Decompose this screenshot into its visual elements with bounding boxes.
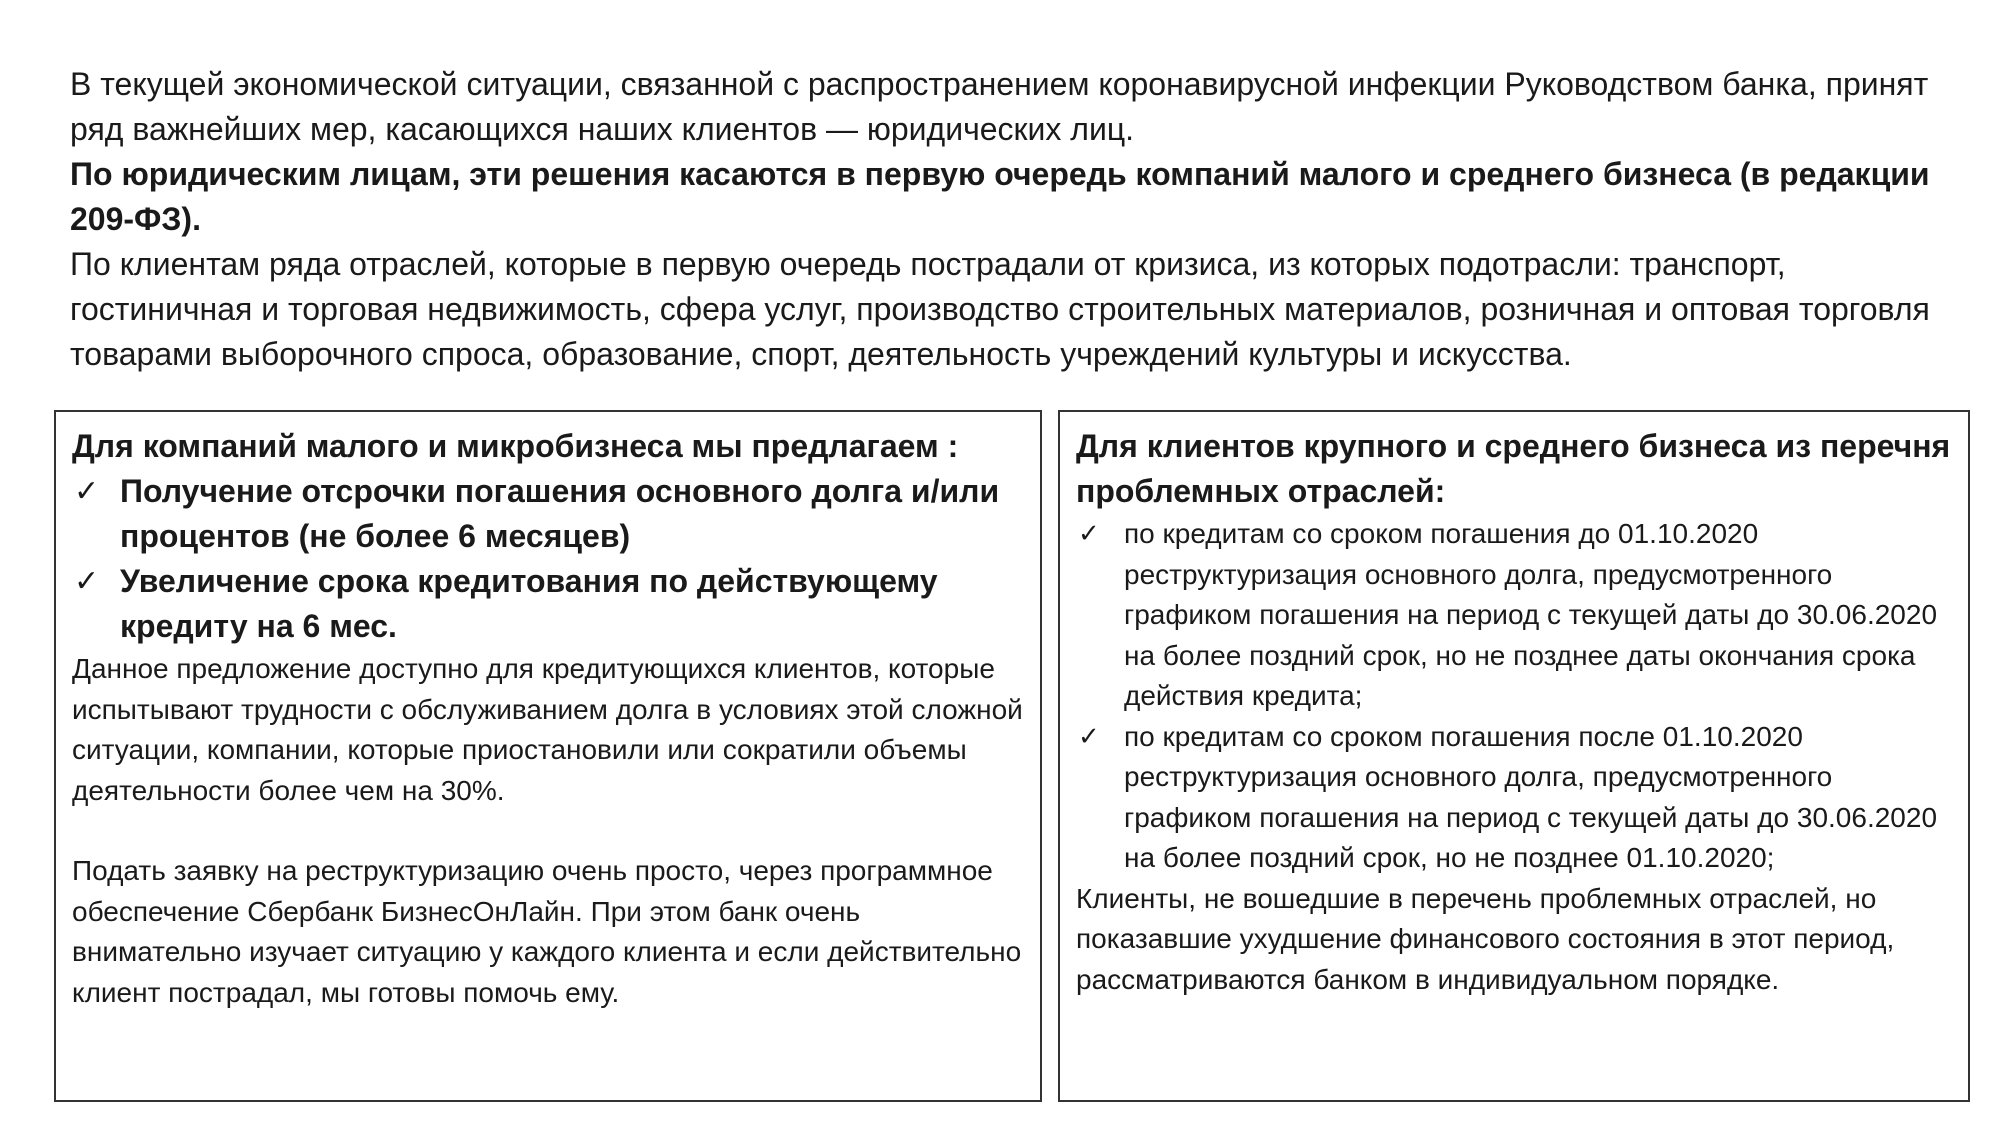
condition-after-date-text: по кредитам со сроком погашения после 01.10.2020 реструктуризация основного долга, предусмотренного графиком погашения на период с текущей даты до 30.06.2020 на более поздний срок, но не позднее 01.10.2020;: [1124, 720, 1938, 873]
small-business-offer-list: [72, 469, 1024, 649]
intro-paragraph-measures: В текущей экономической ситуации, связанной с распространением коронавирусной инфекции Руководством банка, принят ряд важнейших мер, касающихся наших клиентов — юридических лиц.: [70, 66, 1929, 147]
list-item: [1076, 514, 1952, 717]
checkmark-icon: ✓: [1078, 519, 1100, 549]
checkmark-icon: ✓: [74, 474, 100, 509]
large-business-title: Для клиентов крупного и среднего бизнеса из перечня проблемных отраслей:: [1076, 428, 1951, 509]
small-business-title: Для компаний малого и микробизнеса мы предлагаем :: [72, 428, 959, 464]
small-business-application-text: Подать заявку на реструктуризацию очень просто, через программное обеспечение Сбербанк БизнесОнЛайн. При этом банк очень внимательно изучает ситуацию у каждого клиента и если действительно клиент пострадал, мы готовы помочь ему.: [72, 855, 1022, 1008]
intro-paragraph-legal-entities: По юридическим лицам, эти решения касаются в первую очередь компаний малого и среднего бизнеса (в редакции 209-ФЗ).: [70, 156, 1930, 237]
intro-paragraph-industries: По клиентам ряда отраслей, которые в первую очередь пострадали от кризиса, из которых подотрасли: транспорт, гостиничная и торговая недвижимость, сфера услуг, производство строительных материалов, розничная и оптовая торговля товарами выборочного спроса, образование, спорт, деятельность учреждений культуры и искусства.: [70, 246, 1930, 372]
large-business-condition-list: [1076, 514, 1952, 879]
small-business-panel: [54, 410, 1042, 1102]
large-business-panel: [1058, 410, 1970, 1102]
checkmark-icon: ✓: [1078, 721, 1100, 752]
intro-text-block: [70, 62, 1950, 377]
list-item: [72, 469, 1024, 559]
offer-deferral-text: Получение отсрочки погашения основного долга и/или процентов (не более 6 месяцев): [120, 473, 1000, 554]
large-business-individual-text: Клиенты, не вошедшие в перечень проблемных отраслей, но показавшие ухудшение финансового состояния в этот период, рассматриваются банком в индивидуальном порядке.: [1076, 882, 1895, 995]
offer-term-extension-text: Увеличение срока кредитования по действующему кредиту на 6 мес.: [120, 563, 938, 644]
small-business-eligibility-text: Данное предложение доступно для кредитующихся клиентов, которые испытывают трудности с обслуживанием долга в условиях этой сложной ситуации, компании, которые приостановили или сократили объемы деятельности более чем на 30%.: [72, 653, 1023, 806]
list-item: [72, 559, 1024, 649]
condition-before-date-text: по кредитам со сроком погашения до 01.10.2020 реструктуризация основного долга, предусмотренного графиком погашения на период с текущей даты до 30.06.2020 на более поздний срок, но не позднее даты окончания срока действия кредита;: [1124, 518, 1938, 711]
checkmark-icon: ✓: [74, 564, 100, 599]
list-item: [1076, 717, 1952, 879]
